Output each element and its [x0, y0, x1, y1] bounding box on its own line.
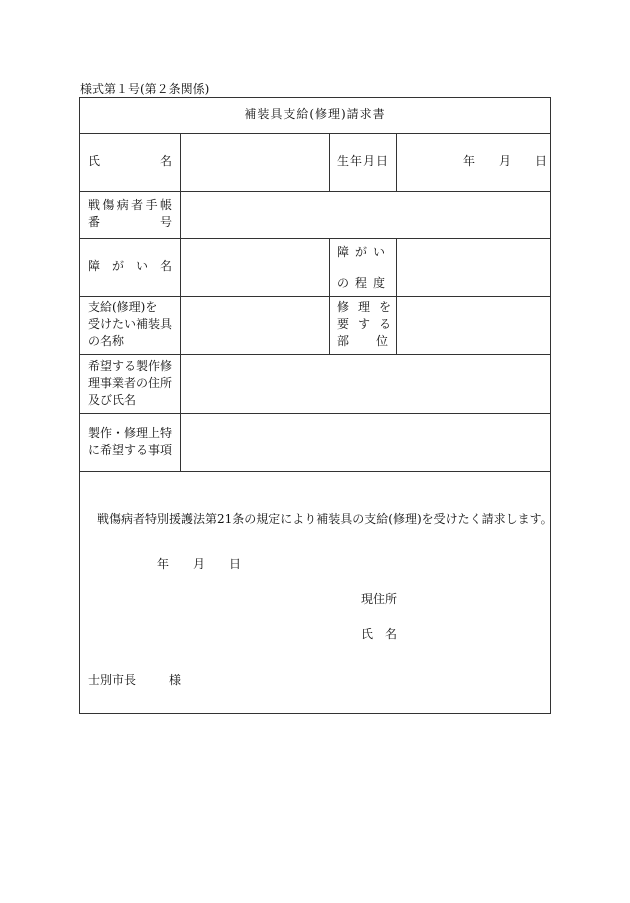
- name-row: [80, 133, 550, 192]
- repair-part-field[interactable]: [397, 296, 550, 354]
- contractor-label-line1: 希望する製作修: [88, 359, 173, 373]
- birthdate-field[interactable]: [397, 133, 550, 191]
- disability-name-field[interactable]: [181, 238, 329, 296]
- birth-year-label: 年: [463, 154, 476, 168]
- contractor-field[interactable]: [181, 354, 550, 413]
- contractor-label-line2: 理事業者の住所: [88, 376, 173, 390]
- device-label-line2: 受けたい補装具: [88, 317, 173, 331]
- honorific: 様: [169, 673, 182, 687]
- current-address-label: 現住所: [361, 592, 398, 606]
- special-request-field[interactable]: [181, 413, 550, 471]
- disability-name-label: 障がい名: [88, 259, 185, 273]
- birthdate-label: 生年月日: [337, 154, 390, 168]
- disability-degree-label-line1: 障がい: [337, 245, 392, 259]
- declaration-statement: 戦傷病者特別援護法第21条の規定により補装具の支給(修理)を受けたく請求します。: [97, 512, 553, 526]
- device-label-line3: の名称: [88, 334, 125, 348]
- current-address-field[interactable]: [410, 584, 540, 608]
- handbook-row: [80, 191, 550, 239]
- declaration-month-label: 月: [193, 557, 206, 571]
- addressee: 士別市長: [88, 673, 137, 687]
- handbook-label-line1: 戦 傷 病 者 手 帳: [88, 198, 172, 212]
- handbook-number-field[interactable]: [181, 191, 550, 238]
- device-row: [80, 296, 550, 355]
- birth-day-label: 日: [535, 154, 548, 168]
- form-title: 補装具支給(修理)請求書: [244, 107, 386, 121]
- name-field[interactable]: [181, 133, 329, 191]
- handbook-label-line2: 番 号: [88, 215, 172, 229]
- repair-part-label-line1: 修理を: [337, 300, 401, 314]
- disability-degree-label-line2: の程度: [337, 276, 392, 290]
- device-label-line1: 支給(修理)を: [88, 300, 158, 314]
- disability-row: [80, 238, 550, 297]
- repair-part-label-line3: 部位: [337, 334, 416, 348]
- request-form: [79, 97, 551, 714]
- applicant-name-label-2: 名: [385, 627, 398, 641]
- special-request-label-line1: 製作・修理上特: [88, 426, 173, 440]
- device-name-field[interactable]: [181, 296, 329, 354]
- applicant-name-label-1: 氏: [361, 627, 374, 641]
- disability-degree-field[interactable]: [397, 238, 550, 296]
- title-row: [80, 98, 550, 134]
- contractor-row: [80, 354, 550, 414]
- birth-month-label: 月: [499, 154, 512, 168]
- declaration-year-label: 年: [157, 557, 170, 571]
- repair-part-label-line2: 要する: [337, 317, 401, 331]
- special-request-label-line2: に希望する事項: [88, 443, 173, 457]
- applicant-name-field[interactable]: [410, 619, 540, 643]
- contractor-label-line3: 及び氏名: [88, 393, 137, 407]
- declaration-day-label: 日: [229, 557, 242, 571]
- form-number: 様式第１号(第２条関係): [80, 82, 210, 96]
- name-label: 氏 名: [88, 154, 172, 168]
- special-request-row: [80, 413, 550, 472]
